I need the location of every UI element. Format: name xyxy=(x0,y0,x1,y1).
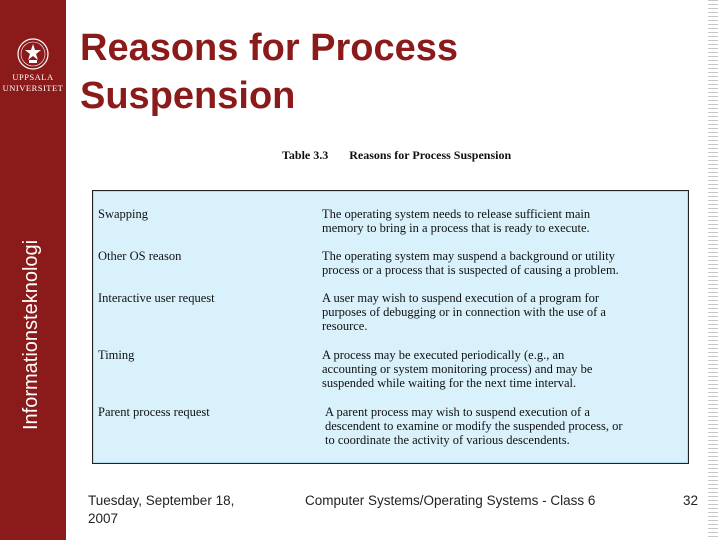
footer-date xyxy=(88,492,258,528)
right-dotted-border xyxy=(708,0,718,540)
page-number: 32 xyxy=(682,493,698,508)
reason-cell: Interactive user request xyxy=(98,291,215,305)
description-line: The operating system may suspend a background or utility xyxy=(322,249,615,263)
description-line: The operating system needs to release sufficient main xyxy=(322,207,591,221)
footer-course: Computer Systems/Operating Systems - Class 6 xyxy=(305,493,596,508)
description-line: descendent to examine or modify the suspended process, or xyxy=(325,419,623,433)
table-caption-number: Table 3.3 xyxy=(282,148,329,162)
description-line: A parent process may wish to suspend execution of a xyxy=(325,405,590,419)
description-line: A process may be executed periodically (e.g., an xyxy=(322,348,565,362)
logo-subname: UNIVERSITET xyxy=(2,83,64,93)
reason-cell: Other OS reason xyxy=(98,249,182,263)
reason-cell: Parent process request xyxy=(98,405,210,419)
title-line-2: Suspension xyxy=(80,75,296,117)
reason-cell: Timing xyxy=(98,348,135,362)
footer-date-line-2: 2007 xyxy=(88,511,119,526)
title-line-1: Reasons for Process xyxy=(80,27,459,69)
description-line: accounting or system monitoring process) and may be xyxy=(322,362,593,376)
reason-cell: Swapping xyxy=(98,207,148,221)
footer-date-line-1: Tuesday, September 18, xyxy=(88,493,235,508)
description-line: to coordinate the activity of various descendents. xyxy=(325,433,570,447)
description-line: memory to bring in a process that is ready to execute. xyxy=(322,221,590,235)
description-cell xyxy=(322,348,682,390)
reasons-table xyxy=(92,190,689,464)
description-line: A user may wish to suspend execution of a program for xyxy=(322,291,600,305)
description-line: process or a process that is suspected of causing a problem. xyxy=(322,263,619,277)
logo-name: UPPSALA xyxy=(12,72,54,82)
department-label: Informationsteknologi xyxy=(20,239,42,430)
table-caption xyxy=(282,148,511,163)
table-caption-title: Reasons for Process Suspension xyxy=(349,148,512,162)
description-cell xyxy=(322,291,682,333)
description-line: purposes of debugging or in connection with the use of a xyxy=(322,305,606,319)
sidebar xyxy=(0,0,66,540)
description-line: resource. xyxy=(322,319,368,333)
description-cell xyxy=(322,249,682,277)
description-cell xyxy=(325,405,685,447)
description-cell xyxy=(322,207,682,235)
slide-title xyxy=(80,24,458,120)
description-line: suspended while waiting for the next time interval. xyxy=(322,376,577,390)
